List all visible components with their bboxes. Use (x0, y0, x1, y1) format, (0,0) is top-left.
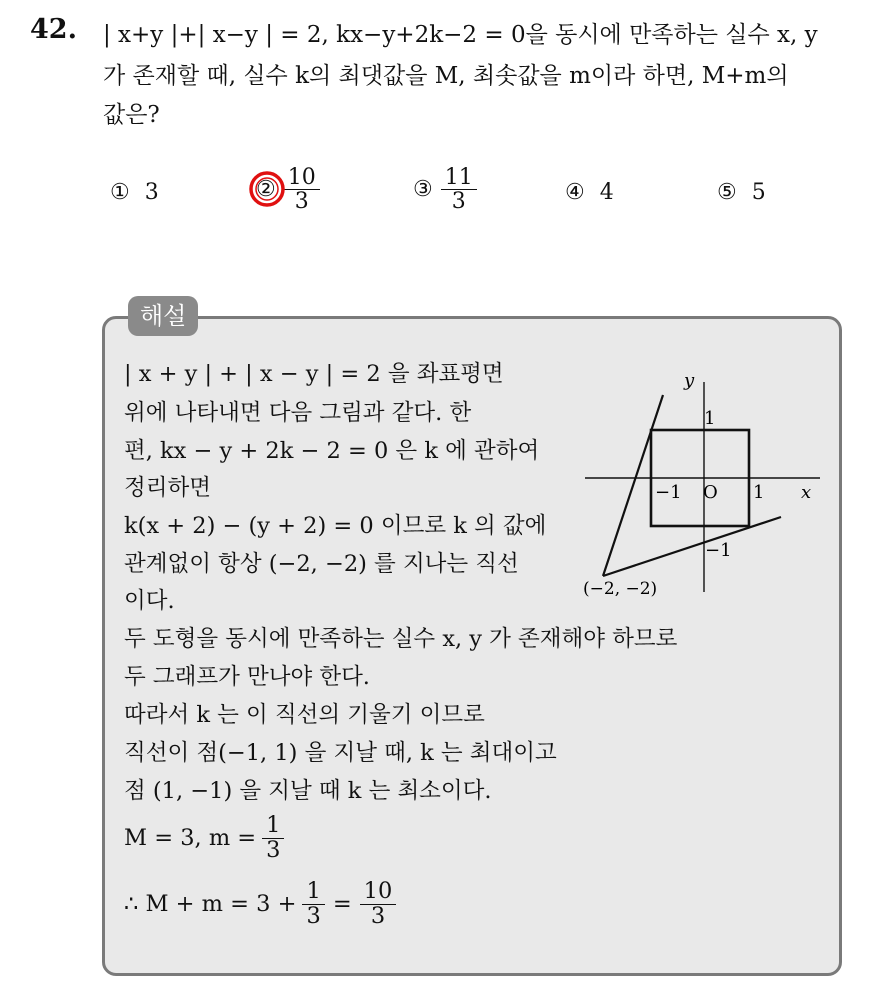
solution-line: 이다. (124, 588, 175, 614)
choice-fraction: $\frac{11}{3}$ (443, 166, 475, 213)
equation-fraction: $\frac{1}{3}$ (304, 880, 322, 928)
equation-lhs: ∴ M + m = 3 + (124, 891, 297, 918)
solution-line: 따라서 k 는 이 직선의 기울기 이므로 (124, 702, 485, 728)
equation-lhs: M = 3, m = (124, 825, 257, 852)
equation-result-fraction: $\frac{10}{3}$ (362, 880, 395, 928)
question-line-1: | x+y |+| x−y | = 2, kx−y+2k−2 = 0을 동시에 만족하는 실수 x, y (103, 22, 818, 48)
tick-y-neg: −1 (705, 540, 732, 561)
question-line-3: 값은? (103, 102, 160, 128)
choice-2[interactable] (256, 166, 318, 213)
solution-equation-1 (124, 814, 282, 862)
choice-mark: ② (256, 177, 276, 202)
solution-line: 두 그래프가 만나야 한다. (124, 664, 370, 690)
solution-line: 관계없이 항상 (−2, −2) 를 지나는 직선 (124, 551, 519, 577)
y-axis-label: y (684, 370, 695, 391)
solution-line: 편, kx − y + 2k − 2 = 0 은 k 에 관하여 (124, 438, 540, 464)
solution-line: 직선이 점(−1, 1) 을 지날 때, k 는 최대이고 (124, 740, 557, 766)
point-label: (−2, −2) (583, 579, 658, 599)
x-axis-label: x (801, 482, 812, 503)
solution-line: 정리하면 (124, 475, 211, 501)
origin-label: O (703, 482, 718, 503)
choice-value: 5 (751, 180, 766, 205)
tick-x-neg: −1 (655, 482, 682, 503)
choice-value: 3 (144, 180, 159, 205)
question-number: 42. (30, 14, 77, 45)
solution-line: k(x + 2) − (y + 2) = 0 이므로 k 의 값에 (124, 513, 547, 539)
choice-mark: ① (110, 180, 130, 205)
solution-equation-2 (124, 880, 394, 928)
equation-fraction: $\frac{1}{3}$ (264, 814, 282, 862)
question-line-2: 가 존재할 때, 실수 k의 최댓값을 M, 최솟값을 m이라 하면, M+m의 (103, 63, 789, 89)
solution-line: 두 도형을 동시에 만족하는 실수 x, y 가 존재해야 하므로 (124, 626, 678, 652)
tick-y-pos: 1 (704, 408, 716, 429)
answer-circle-icon (246, 167, 290, 211)
choice-1[interactable] (110, 180, 159, 205)
coordinate-graph (575, 360, 835, 610)
choice-fraction: $\frac{10}{3}$ (286, 166, 318, 213)
choice-4[interactable] (565, 180, 614, 205)
choice-mark: ③ (413, 177, 433, 203)
solution-tag: 해설 (128, 296, 198, 336)
equation-equals: = (332, 891, 352, 918)
choice-mark: ④ (565, 180, 585, 205)
line-max-slope (603, 395, 663, 576)
choice-value: 4 (599, 180, 614, 205)
choice-3[interactable] (413, 166, 475, 213)
solution-line: 점 (1, −1) 을 지날 때 k 는 최소이다. (124, 778, 492, 804)
tick-x-pos: 1 (753, 482, 765, 503)
solution-line: | x + y | + | x − y | = 2 을 좌표평면 (124, 361, 504, 387)
choice-mark: ⑤ (717, 180, 737, 205)
solution-line: 위에 나타내면 다음 그림과 같다. 한 (124, 400, 472, 426)
choice-5[interactable] (717, 180, 766, 205)
